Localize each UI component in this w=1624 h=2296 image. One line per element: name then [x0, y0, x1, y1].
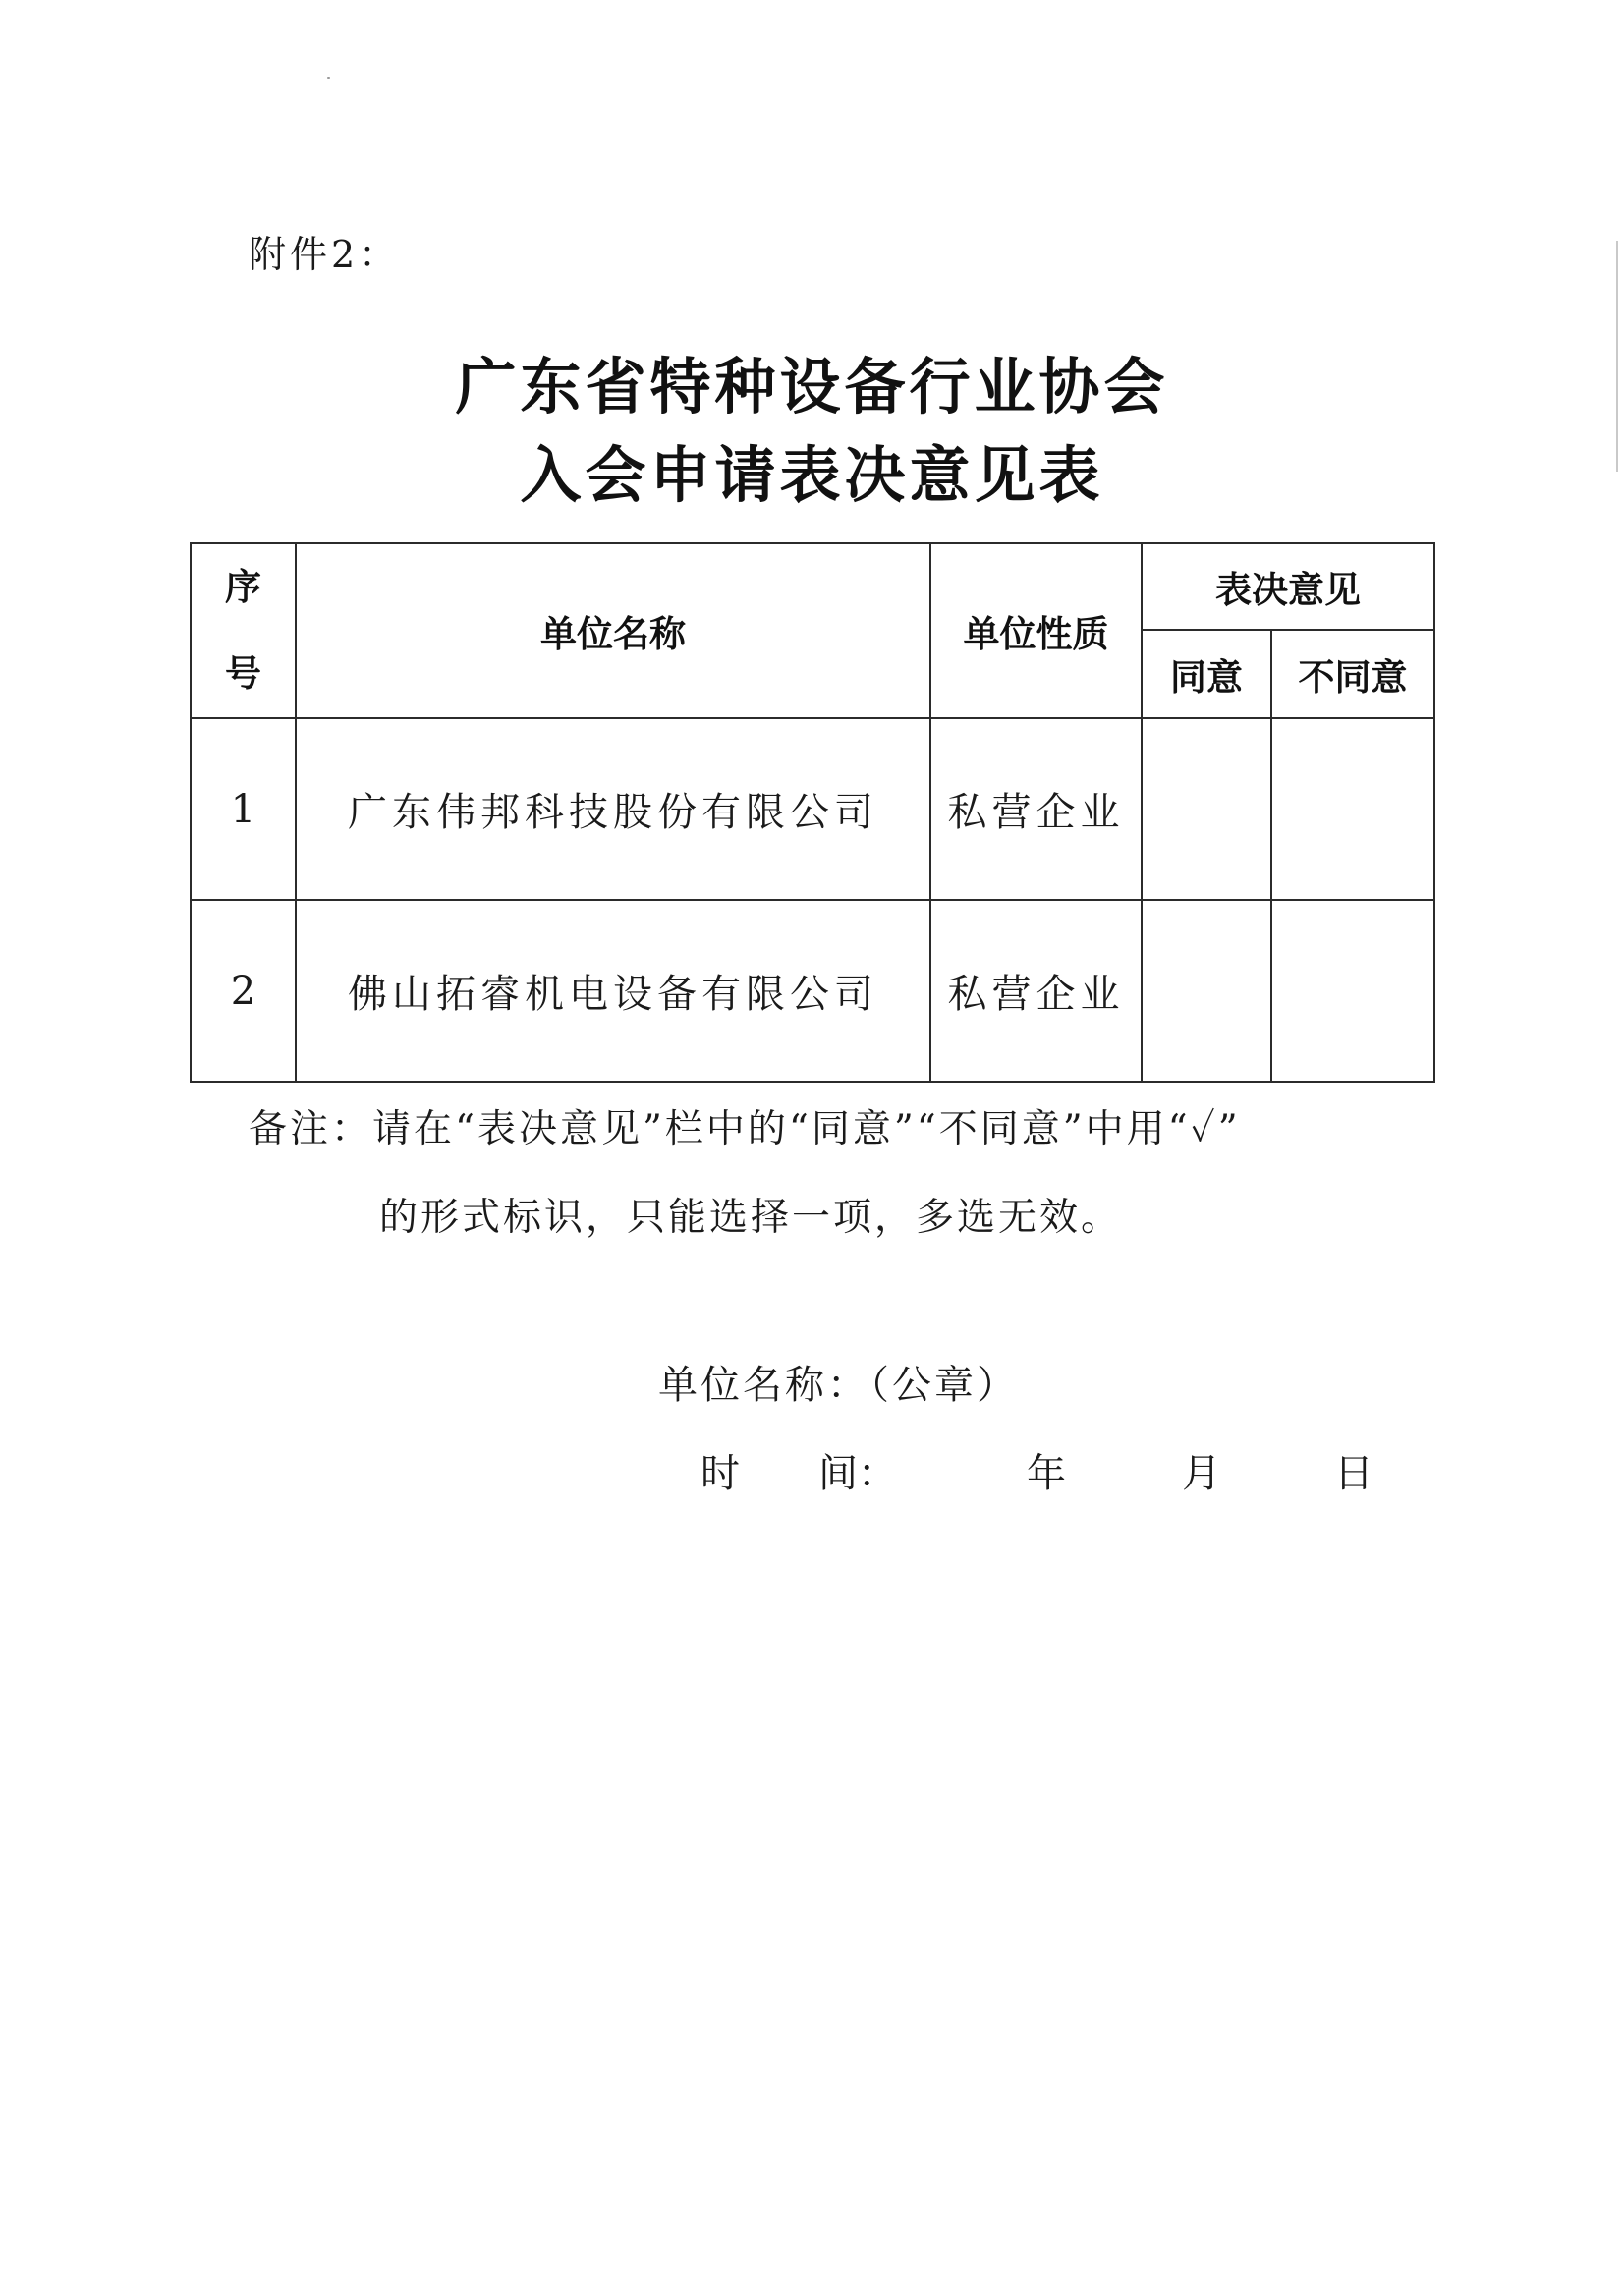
- row-disagree-cell[interactable]: [1271, 718, 1434, 900]
- row-disagree-cell[interactable]: [1271, 900, 1434, 1082]
- row-agree-cell[interactable]: [1142, 718, 1271, 900]
- header-unit-nature: 单位性质: [930, 543, 1142, 718]
- signature-day-label: 日: [1334, 1451, 1373, 1496]
- note-line2: 的形式标识，只能选择一项，多选无效。: [379, 1196, 1123, 1240]
- table-row: [191, 900, 1434, 1082]
- row-agree-cell[interactable]: [1142, 900, 1271, 1082]
- signature-time-label: 时 间：: [700, 1451, 897, 1496]
- signature-month-label: 月: [1182, 1451, 1221, 1496]
- row-unit-nature: 私营企业: [930, 900, 1142, 1082]
- signature-year-label: 年: [1027, 1451, 1066, 1496]
- row-seq: 2: [191, 900, 296, 1082]
- header-disagree: 不同意: [1271, 630, 1434, 718]
- header-agree: 同意: [1142, 630, 1271, 718]
- table-row: [191, 718, 1434, 900]
- scan-speck: [327, 77, 330, 79]
- header-seq-char1: 序: [225, 566, 261, 608]
- note-line1: 备注：请在“表决意见”栏中的“同意”“不同意”中用“✓”: [249, 1107, 1241, 1151]
- header-unit-name: 单位名称: [296, 543, 930, 718]
- row-seq: 1: [191, 718, 296, 900]
- row-unit-nature: 私营企业: [930, 718, 1142, 900]
- vote-table: [190, 542, 1435, 1083]
- signature-unit-name-label: 单位名称：（公章）: [658, 1363, 1019, 1408]
- row-unit-name: 佛山拓睿机电设备有限公司: [296, 900, 930, 1082]
- header-seq-char2: 号: [225, 652, 261, 695]
- table-header-row: [191, 543, 1434, 630]
- document-title-line1: 广东省特种设备行业协会: [455, 351, 1169, 422]
- header-vote-opinion: 表决意见: [1142, 543, 1434, 630]
- document-title-line2: 入会申请表决意见表: [520, 439, 1104, 511]
- row-unit-name: 广东伟邦科技股份有限公司: [296, 718, 930, 900]
- attachment-label: 附件2：: [249, 233, 401, 276]
- header-seq: [191, 543, 296, 718]
